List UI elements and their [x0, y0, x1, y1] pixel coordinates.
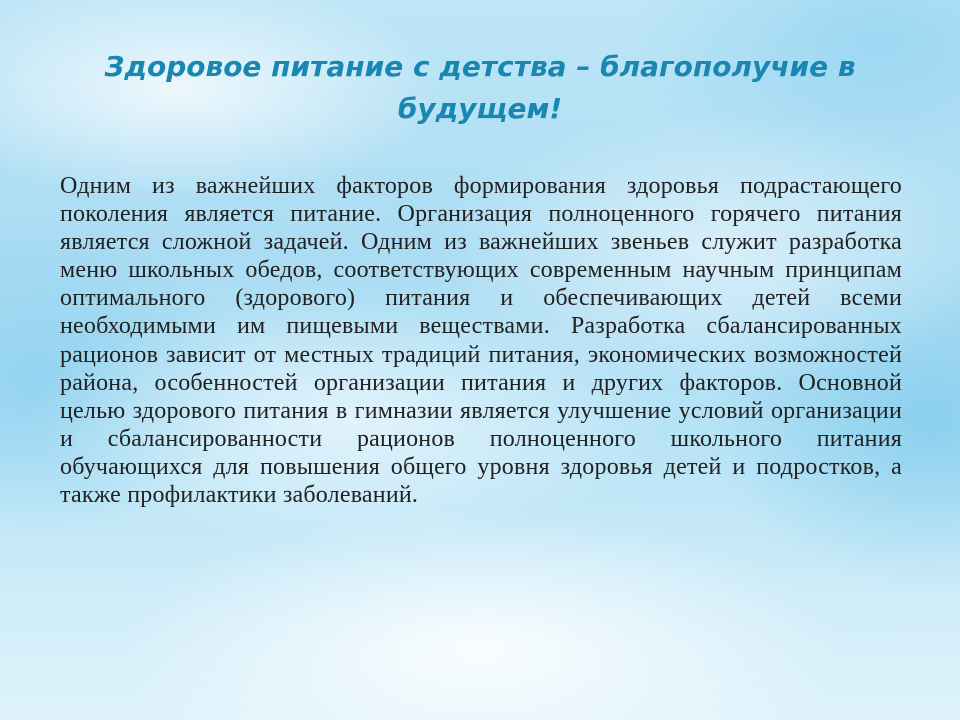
slide-title: Здоровое питание с детства – благополучие в будущем! [104, 50, 856, 125]
slide-body-text: Одним из важнейших факторов формирования здоровья подрастающего поколения является питание. Организация полноценного горячего питания является сложной задачей. Одним из важнейших звеньев служит разработка меню школьных обедов, соответствующих современным научным принципам оптимального (здорового) питания и обеспечивающих детей всеми необходимыми им пищевыми веществами. Разработка сбалансированных рационов зависит от местных традиций питания, экономических возможностей района, особенностей организации питания и других факторов. Основной целью здорового питания в гимназии является улучшение условий организации и сбалансированности рационов полноценного школьного питания обучающихся для повышения общего уровня здоровья детей и подростков, а также профилактики заболеваний. [60, 173, 902, 509]
